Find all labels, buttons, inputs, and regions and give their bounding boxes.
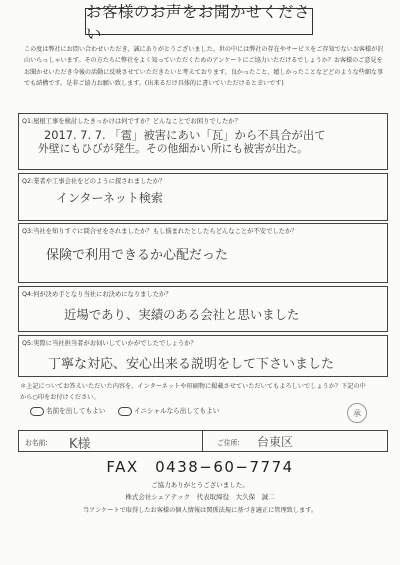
question-label-2: Q2:業者や工事会社をどのように探されましたか？ (22, 178, 166, 185)
publication-note: ＊上記についてお答えいただいた内容を、インターネットや印刷物に掲載させていただいてもよろしいでしょうか？下記の中から○印をお付けください。 (20, 383, 366, 401)
question-label-4: Q4:何が決め手となり当社にお決めになりましたか？ (22, 291, 172, 298)
name-label: お名前: (25, 439, 48, 447)
page-title (85, 2, 313, 43)
answer-3-line-1: 保険で利用できるか心配だった (46, 248, 229, 263)
answer-1-line-2: 外壁にもひびが発生。その他細かい所にも被害が出た。 (38, 142, 308, 155)
customer-info-divider (202, 431, 203, 451)
address-value[interactable]: 台東区 (257, 435, 294, 449)
answer-5-line-1: 丁寧な対応、安心出来る説明をして下さいました (48, 357, 335, 372)
answer-1-line-1: 2017. 7. 7. 「雹」被害にあい「瓦」から不具合が出て (44, 128, 326, 142)
question-label-5: Q5:実際に当社担当者がお伺いしていかがでしたでしょうか？ (22, 340, 197, 347)
thanks-text: ご協力ありがとうございました。 (151, 481, 249, 489)
answer-1[interactable] (38, 128, 326, 156)
title-text: お客様のお声をお聞かせください (86, 2, 311, 43)
answer-2-line-1: インターネット検索 (56, 191, 163, 205)
fax-number: FAX 0438−60−7774 (106, 458, 294, 476)
address-label: ご住所: (217, 439, 240, 447)
choice-name-ok[interactable] (30, 405, 105, 416)
question-label-1: Q1:屋根工事を検討したきっかけは何ですか？どんなことでお困りでしたか？ (22, 118, 241, 125)
intro-text: この度は弊社にお問い合わせいただき、誠にありがとうございました。世の中には弊社の存在やサービスをご存知でないお客様が沢山いらっしゃいます。その方たちに弊社をよく知っていただくためのアンケートにご協力いただけるでしょうか？お客様のご意見をお聞かせいただき今後の活動に反映させていただきたいと考えております。良かったこと、嬉しかったことなどどのような些細な事でも結構です。是非ご協力お願い致します。(出来るだけ具体的に書いていただけると幸いです) (24, 46, 384, 87)
answer-2[interactable] (56, 189, 163, 206)
question-label-3: Q3:当社を知りすぐに問合せをされましたか？もし悩まれたとしたらどんなことが不安でしたか？ (22, 228, 298, 235)
choice-name-ok-label: 名前を出してもよい (46, 407, 106, 415)
privacy-text: 当アンケートで取得したお客様の個人情報は関係法規に基づき適正に管理致します。 (82, 507, 318, 514)
choice-initial-ok-label: イニシャルなら出してもよい (134, 407, 220, 415)
answer-4-line-1: 近場であり、実績のある会社と思いました (64, 307, 300, 322)
answer-4[interactable] (64, 305, 299, 323)
choice-initial-ok-mark[interactable] (118, 407, 132, 416)
choice-initial-ok[interactable] (118, 405, 219, 416)
approval-stamp-icon: 承 (347, 403, 367, 423)
answer-3[interactable] (46, 244, 228, 263)
name-value[interactable]: K様 (69, 437, 91, 452)
answer-5[interactable] (48, 353, 334, 372)
choice-name-ok-mark[interactable] (30, 407, 44, 416)
customer-info-box (18, 430, 388, 452)
company-text: 株式会社シェアテック 代表取締役 大久保 誠二 (125, 493, 275, 501)
